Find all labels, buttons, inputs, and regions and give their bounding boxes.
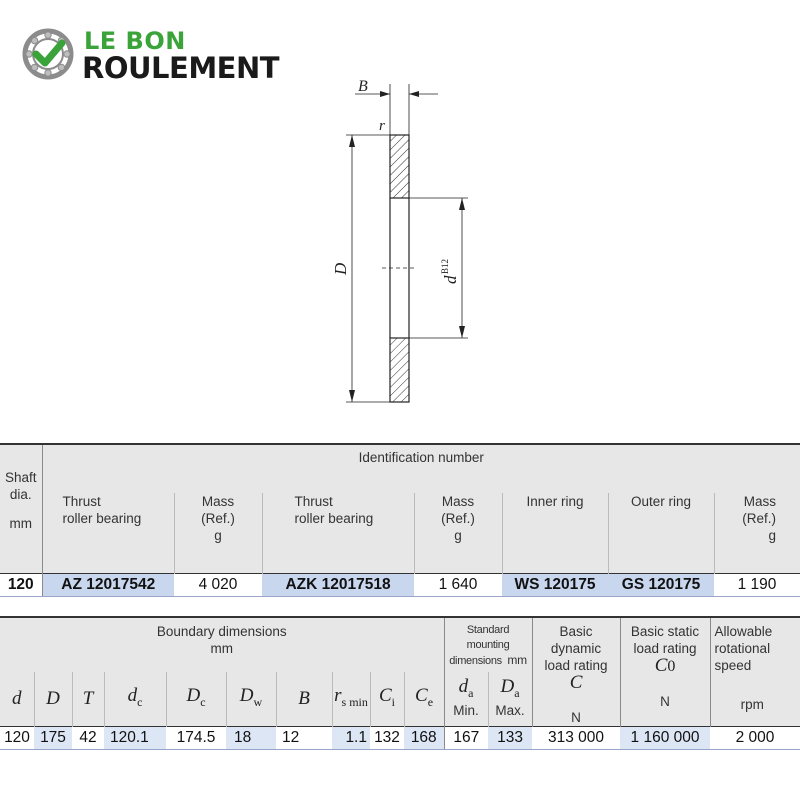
cell-d: 120 xyxy=(0,727,34,750)
cell-bearing-azk[interactable]: AZK 12017518 xyxy=(262,573,414,596)
cell-mass-1: 4 020 xyxy=(174,573,262,596)
identification-table xyxy=(0,443,800,597)
header-standard-mounting-dimensions: Standard mounting dimensions mm xyxy=(444,617,532,672)
cell-rs-min: 1.1 xyxy=(332,727,370,750)
header-boundary-dimensions: Boundary dimensions mm xyxy=(0,617,444,672)
cell-inner-ring[interactable]: WS 120175 xyxy=(502,573,608,596)
col-thrust-roller-bearing-2: Thrust roller bearing xyxy=(262,493,414,573)
col-mass-1: Mass (Ref.) g xyxy=(174,493,262,573)
col-B: B xyxy=(276,672,332,727)
dimensions-table xyxy=(0,616,800,750)
col-mass-3: Mass (Ref.) g xyxy=(714,493,800,573)
cell-mass-2: 1 640 xyxy=(414,573,502,596)
cell-Dc: 174.5 xyxy=(166,727,226,750)
col-thrust-roller-bearing-1: Thrust roller bearing xyxy=(42,493,174,573)
washer-cross-section-drawing xyxy=(300,70,500,410)
dim-label-r: r xyxy=(379,118,385,134)
col-shaft-dia: Shaft dia. mm xyxy=(0,444,42,573)
cell-speed: 2 000 xyxy=(710,727,800,750)
col-rs-min: $r_{s min}$ xyxy=(332,672,370,727)
col-Ce: $C_e$ xyxy=(404,672,444,727)
col-Dc: $D_c$ xyxy=(166,672,226,727)
dim-label-d-tolerance: B12 xyxy=(440,258,450,274)
cell-B: 12 xyxy=(276,727,332,750)
washer-section-top xyxy=(390,135,409,198)
col-mass-2: Mass (Ref.) g xyxy=(414,493,502,573)
dim-label-B: B xyxy=(358,78,368,95)
col-outer-ring: Outer ring xyxy=(608,493,714,573)
col-Ci: $C_i$ xyxy=(370,672,404,727)
cell-mass-3: 1 190 xyxy=(714,573,800,596)
cell-Da: 133 xyxy=(488,727,532,750)
col-Dw: $D_w$ xyxy=(226,672,276,727)
cell-da: 167 xyxy=(444,727,488,750)
table-row xyxy=(0,727,800,750)
table-row xyxy=(0,573,800,596)
col-D: D xyxy=(34,672,72,727)
cell-C0: 1 160 000 xyxy=(620,727,710,750)
cell-D: 175 xyxy=(34,727,72,750)
header-identification-number: Identification number xyxy=(42,444,800,493)
header-basic-dynamic-load-rating: Basic dynamic load rating C N xyxy=(532,617,620,727)
col-Da-max: $D_a$ Max. xyxy=(488,672,532,727)
col-d: d xyxy=(0,672,34,727)
col-dc: $d_c$ xyxy=(104,672,166,727)
bearing-check-icon xyxy=(22,28,74,80)
cell-outer-ring[interactable]: GS 120175 xyxy=(608,573,714,596)
col-inner-ring: Inner ring xyxy=(502,493,608,573)
logo-text-bottom: ROULEMENT xyxy=(82,51,280,85)
cell-T: 42 xyxy=(72,727,104,750)
washer-section-bottom xyxy=(390,338,409,402)
cell-Ci: 132 xyxy=(370,727,404,750)
brand-logo xyxy=(22,24,302,86)
cell-C: 313 000 xyxy=(532,727,620,750)
dim-label-d: d xyxy=(441,275,460,284)
col-da-min: $d_a$ Min. xyxy=(444,672,488,727)
dim-label-D: D xyxy=(331,262,350,275)
header-basic-static-load-rating: Basic static load rating C0 N xyxy=(620,617,710,727)
header-allowable-rotational-speed: Allowable rotational speed rpm xyxy=(710,617,800,727)
cell-bearing-az[interactable]: AZ 12017542 xyxy=(42,573,174,596)
col-T: T xyxy=(72,672,104,727)
cell-Ce: 168 xyxy=(404,727,444,750)
cell-shaft: 120 xyxy=(0,573,42,596)
cell-Dw: 18 xyxy=(226,727,276,750)
logo-text-top: LE BON xyxy=(84,27,186,55)
cell-dc: 120.1 xyxy=(104,727,166,750)
